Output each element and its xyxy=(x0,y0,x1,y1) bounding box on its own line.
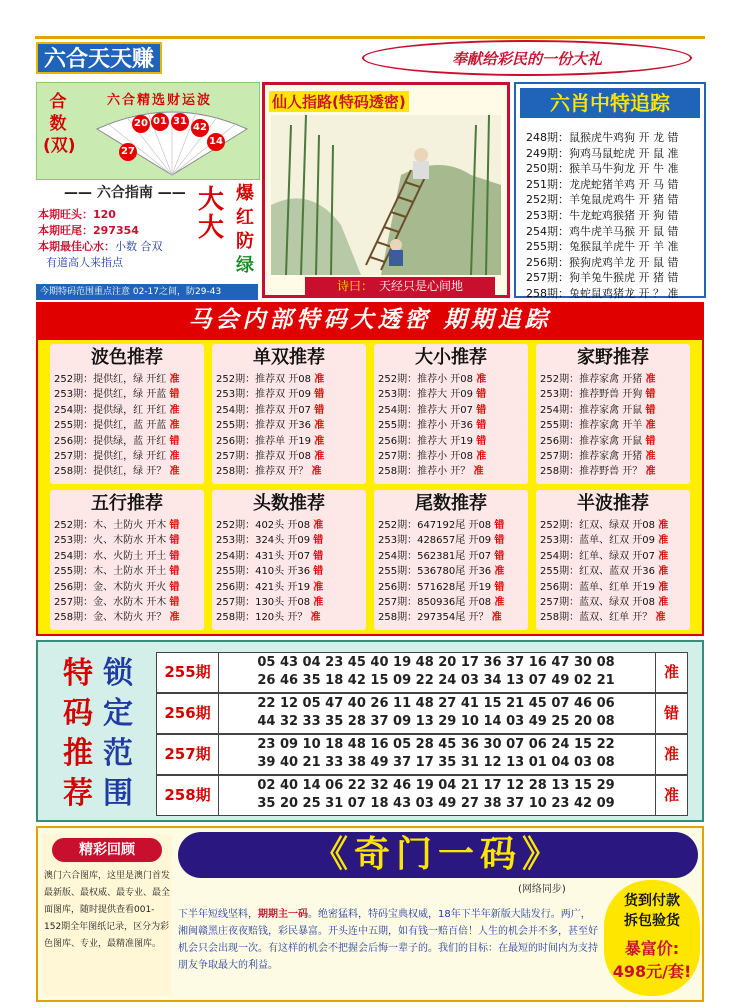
vertical-char: 围 xyxy=(103,776,133,811)
special-period: 257期 xyxy=(157,735,219,774)
fan-panel xyxy=(36,82,260,180)
notice-bar: 今期特码范围重点注意 02-17之间，防29-43 xyxy=(36,284,258,300)
recommend-row: 252期：红双、绿双 开08 准 xyxy=(540,520,669,531)
price-value: 498元/套! xyxy=(612,962,692,981)
special-numbers: 23 09 10 18 48 16 05 28 45 36 30 07 06 24 15 22 39 40 21 33 38 49 37 17 35 31 12 13 01 04 03 08 xyxy=(257,737,615,770)
recommend-row: 253期：推荐大 开09 错 xyxy=(378,389,487,401)
recommend-row: 253期：推荐双 开09 错 xyxy=(216,389,325,401)
zodiac-track-list xyxy=(526,130,679,302)
landscape-illustration xyxy=(271,115,501,275)
recommend-row: 256期：金、木防火 开火 错 xyxy=(54,581,180,593)
recommend-row: 258期：推荐双 开？ 准 xyxy=(216,466,322,478)
special-table xyxy=(156,652,688,816)
recommend-grid xyxy=(36,338,704,636)
special-result: 错 xyxy=(655,694,687,733)
special-result: 准 xyxy=(655,776,687,815)
recommend-row: 254期：推荐家禽 开鼠 错 xyxy=(540,404,656,416)
fan-ball: 31 xyxy=(171,113,189,131)
recommend-row: 256期：571628尾 开19 错 xyxy=(378,581,505,593)
recommend-row: 253期：火、木防水 开木 错 xyxy=(54,535,180,547)
big-label xyxy=(196,186,226,242)
brand-title: 六合天天赚 xyxy=(36,42,162,74)
guide-row: 本期旺头：120 xyxy=(38,208,116,221)
vertical-char: (双) xyxy=(43,136,76,156)
recommend-box-title: 头数推荐 xyxy=(253,493,325,514)
track-row: 258期：兔蛇鼠鸡猪龙 开 ？ 准 xyxy=(526,286,679,300)
recommend-row: 254期：推荐大 开07 错 xyxy=(378,404,487,416)
recommend-row: 255期：推荐双 开36 准 xyxy=(216,420,325,432)
zodiac-track-panel xyxy=(514,82,706,298)
price-line: 拆包验货 xyxy=(624,913,680,929)
review-text: 澳门六合图库，这里是澳门首发最新版、最权威、最专业、最全面图库，随时提供查看001-152期全年图纸记录，区分为彩色图库、专业，最精准图库。 xyxy=(44,871,171,949)
big-char: 大 xyxy=(197,213,224,243)
price-label: 暴富价: xyxy=(624,939,680,958)
recommend-row: 255期：推荐小 开36 错 xyxy=(378,420,487,432)
recommend-row: 258期：297354尾 开？ 准 xyxy=(378,612,502,624)
track-row: 253期：牛龙蛇鸡猴猪 开 狗 错 xyxy=(526,208,679,222)
recommend-row: 258期：金、木防火 开？ 准 xyxy=(54,612,180,624)
recommend-row: 255期：536780尾 开36 准 xyxy=(378,566,505,578)
recommend-row: 256期：推荐单 开19 准 xyxy=(216,435,325,447)
review-box xyxy=(42,834,172,996)
special-period: 255期 xyxy=(157,653,219,692)
recommend-row: 256期：蓝单、红单 开19 准 xyxy=(540,581,669,593)
recommend-row: 257期：推荐小 开08 准 xyxy=(378,451,487,463)
recommend-row: 257期：130头 开08 准 xyxy=(216,597,324,609)
recommend-row: 258期：120头 开？ 准 xyxy=(216,612,321,624)
poem-bar: 诗曰： 天经只是心间地 xyxy=(305,277,495,295)
recommend-row: 253期：428657尾 开09 错 xyxy=(378,535,505,547)
fan-ball: 20 xyxy=(132,115,150,133)
special-vertical-2 xyxy=(98,654,138,814)
vertical-char: 特 xyxy=(63,656,93,691)
recommend-row: 255期：410头 开36 错 xyxy=(216,566,324,578)
vertical-char: 合 xyxy=(49,92,67,112)
fan-ball: 27 xyxy=(119,143,137,161)
recommend-row: 256期：推荐大 开19 错 xyxy=(378,435,487,447)
track-row: 252期：羊兔鼠虎鸡牛 开 猪 错 xyxy=(526,193,679,207)
vertical-char: 码 xyxy=(63,696,93,731)
special-numbers: 22 12 05 47 40 26 11 48 27 41 15 21 45 07 46 06 44 32 33 35 28 37 09 13 29 10 14 03 49 25 20 08 xyxy=(257,696,615,729)
recommend-box xyxy=(50,490,204,630)
fan-ball: 14 xyxy=(207,133,225,151)
fan-title: 六合精选财运波 xyxy=(107,93,213,108)
vertical-char: 推 xyxy=(63,736,93,771)
recommend-box xyxy=(50,344,204,484)
recommend-row: 257期：850936尾 开08 准 xyxy=(378,597,505,609)
special-period: 258期 xyxy=(157,776,219,815)
recommend-row: 255期：推荐家禽 开羊 准 xyxy=(540,420,656,432)
recommend-row: 253期：提供红，绿 开蓝 错 xyxy=(54,389,180,401)
header-rule xyxy=(35,36,705,39)
big-char: 大 xyxy=(197,185,224,215)
side-char: 爆 xyxy=(236,183,254,204)
recommend-row: 256期：推荐家禽 开鼠 错 xyxy=(540,435,656,447)
recommend-box xyxy=(536,490,690,630)
recommend-row: 256期：421头 开19 准 xyxy=(216,581,324,593)
recommend-row: 254期：提供绿，红 开红 准 xyxy=(54,404,180,416)
recommend-row: 252期：提供红，绿 开红 准 xyxy=(54,374,180,385)
recommend-row: 252期：推荐家禽 开猪 准 xyxy=(540,374,656,385)
recommend-box-title: 大小推荐 xyxy=(415,347,487,368)
recommend-row: 252期：推荐小 开08 准 xyxy=(378,374,487,385)
guide-row: 本期最佳心水：小数 合双 xyxy=(38,240,163,253)
price-badge xyxy=(604,880,700,996)
side-char: 绿 xyxy=(236,255,254,276)
recommend-row: 258期：推荐小 开？ 准 xyxy=(378,466,484,478)
recommend-box-title: 单双推荐 xyxy=(253,347,325,368)
recommend-row: 254期：562381尾 开07 错 xyxy=(378,550,505,562)
special-row xyxy=(156,775,688,816)
recommend-box xyxy=(212,490,366,630)
recommend-row: 252期：推荐双 开08 准 xyxy=(216,374,325,385)
immortal-title: 仙人指路(特码透密) xyxy=(269,91,409,112)
zodiac-track-title: 六肖中特追踪 xyxy=(520,88,700,118)
track-row: 251期：龙虎蛇猪羊鸡 开 马 错 xyxy=(526,177,679,191)
recommend-box xyxy=(536,344,690,484)
recommend-row: 258期：推荐野兽 开？ 准 xyxy=(540,466,656,478)
vertical-label xyxy=(43,91,76,157)
recommend-row: 255期：提供红，蓝 开蓝 准 xyxy=(54,420,180,432)
recommend-row: 257期：提供红，绿 开红 准 xyxy=(54,451,180,463)
special-row xyxy=(156,652,688,693)
recommend-box xyxy=(212,344,366,484)
recommend-row: 252期：647192尾 开08 错 xyxy=(378,520,505,531)
recommend-row: 254期：红单、绿双 开07 准 xyxy=(540,550,669,562)
vertical-char: 定 xyxy=(103,696,133,731)
recommend-box-title: 波色推荐 xyxy=(91,347,163,368)
recommend-row: 253期：推荐野兽 开狗 错 xyxy=(540,389,656,401)
recommend-row: 257期：推荐家禽 开猪 准 xyxy=(540,451,656,463)
price-line: 货到付款 xyxy=(624,893,680,909)
track-row: 250期：猴羊马牛狗龙 开 牛 准 xyxy=(526,162,679,176)
sync-note: (网络同步) xyxy=(518,884,566,895)
special-vertical-1 xyxy=(58,654,98,814)
guide-title: —— 六合指南 —— xyxy=(64,185,186,201)
special-range-panel xyxy=(36,640,704,822)
special-row xyxy=(156,734,688,775)
recommend-box-title: 半波推荐 xyxy=(577,493,649,514)
recommend-box-title: 尾数推荐 xyxy=(415,493,487,514)
recommend-box-title: 五行推荐 xyxy=(91,493,163,514)
recommend-row: 253期：324头 开09 错 xyxy=(216,535,324,547)
recommend-box xyxy=(374,344,528,484)
bottom-panel xyxy=(36,826,704,1002)
recommend-row: 254期：推荐双 开07 错 xyxy=(216,404,325,416)
recommend-row: 255期：木、土防水 开土 错 xyxy=(54,566,180,578)
track-row: 248期：鼠猴虎牛鸡狗 开 龙 错 xyxy=(526,131,679,144)
recommend-row: 258期：蓝双、红单 开？ 准 xyxy=(540,612,666,624)
recommend-row: 254期：431头 开07 错 xyxy=(216,550,324,562)
vertical-char: 范 xyxy=(103,736,133,771)
header-slogan: 奉献给彩民的一份大礼 xyxy=(362,40,692,76)
review-title: 精彩回顾 xyxy=(52,838,162,862)
recommend-row: 258期：提供红，绿 开？ 准 xyxy=(54,466,180,478)
fan-ball: 42 xyxy=(191,119,209,137)
track-row: 257期：狗羊兔牛猴虎 开 猪 错 xyxy=(526,271,679,285)
recommend-row: 255期：红双、蓝双 开36 准 xyxy=(540,566,669,578)
insider-banner: 马会内部特码大透密 期期追踪 xyxy=(36,302,704,338)
product-description: 下半年短线坚料，期期主一码。绝密猛料，特码宝典权威，18年下半年新版大陆发行。两广，湘闽赣黑庄夜夜赔钱，彩民暴富。开头连中五期，如有钱一赔百倍！人生的机会并不多，甚至好机会只会出现一次。有这样的机会不把握会后悔一辈子的。我们的目标：在最短的时间内为支持朋友争取最大的利益。 xyxy=(178,909,598,971)
qimen-title: 《奇门一码》 xyxy=(178,832,698,878)
special-result: 准 xyxy=(655,653,687,692)
recommend-row: 252期：木、土防火 开木 错 xyxy=(54,520,180,531)
guide-note: 有道高人来指点 xyxy=(46,256,123,269)
track-row: 249期：狗鸡马鼠蛇虎 开 鼠 准 xyxy=(526,146,679,160)
vertical-char: 荐 xyxy=(63,776,93,811)
special-numbers: 02 40 14 06 22 32 46 19 04 21 17 12 28 13 15 29 35 20 25 31 07 18 43 03 49 27 38 37 10 23 42 09 xyxy=(257,778,615,811)
special-result: 准 xyxy=(655,735,687,774)
recommend-row: 256期：提供绿，蓝 开红 错 xyxy=(54,435,180,447)
vertical-char: 数 xyxy=(49,114,67,134)
vertical-char: 锁 xyxy=(103,656,133,691)
recommend-row: 257期：推荐双 开08 准 xyxy=(216,451,325,463)
recommend-row: 254期：水、火防土 开土 错 xyxy=(54,550,180,562)
special-row xyxy=(156,693,688,734)
immortal-panel xyxy=(262,82,510,298)
recommend-row: 257期：金、水防木 开木 错 xyxy=(54,597,180,609)
guide-row: 本期旺尾：297354 xyxy=(38,224,139,237)
side-char: 红 xyxy=(236,207,254,228)
recommend-box xyxy=(374,490,528,630)
special-period: 256期 xyxy=(157,694,219,733)
recommend-box-title: 家野推荐 xyxy=(577,347,649,368)
track-row: 254期：鸡牛虎羊马猴 开 鼠 错 xyxy=(526,224,679,238)
recommend-row: 252期：402头 开08 准 xyxy=(216,520,324,531)
recommend-row: 253期：蓝单、红双 开09 准 xyxy=(540,535,669,547)
side-char: 防 xyxy=(236,231,254,252)
track-row: 255期：兔猴鼠羊虎牛 开 羊 准 xyxy=(526,240,679,254)
special-numbers: 05 43 04 23 45 40 19 48 20 17 36 37 16 47 30 08 26 46 35 18 42 15 09 22 24 03 34 13 07 49 02 21 xyxy=(257,655,615,688)
guide-panel xyxy=(36,180,260,286)
side-label xyxy=(232,182,258,278)
recommend-row: 257期：蓝双、绿双 开08 准 xyxy=(540,597,669,609)
track-row: 256期：猴狗虎鸡羊龙 开 鼠 错 xyxy=(526,255,679,269)
fan-ball: 01 xyxy=(151,113,169,131)
